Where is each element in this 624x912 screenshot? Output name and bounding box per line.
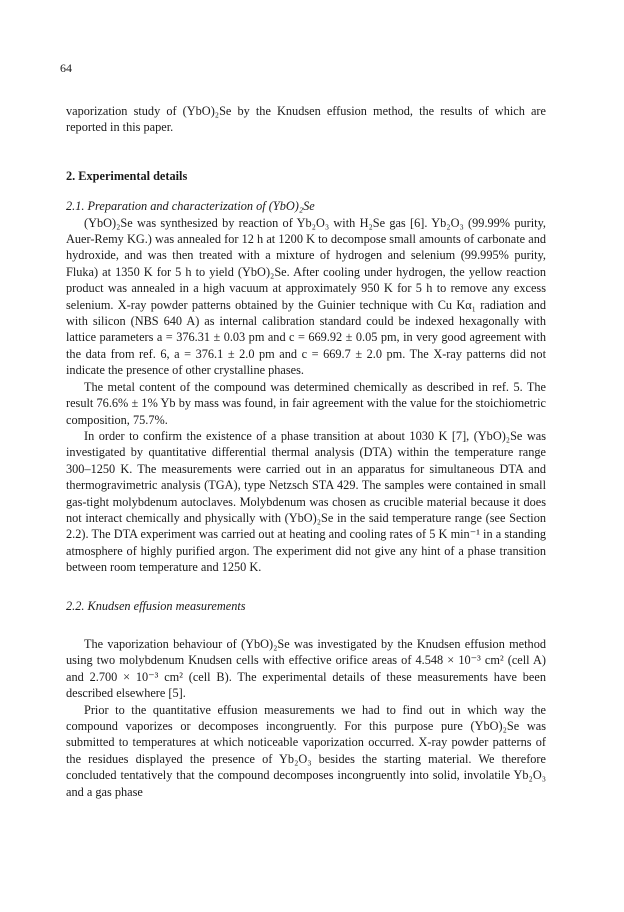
paragraph-dta: In order to confirm the existence of a phase transition at about 1030 K [7], (YbO)₂Se was investigated by quantitative differential thermal analysis (DTA) within the temperature range 300–1250 K. The measurements were carried out in an apparatus for simultaneous DTA and thermogravimetric analysis (TGA), type Netzsch STA 429. The samples were contained in small gas-tight molybdenum autoclaves. Molybdenum was chosen as crucible material because it does not interact chemically and physically with (YbO)₂Se in the said temperature range (see Section 2.2). The DTA experiment was carried out at heating and cooling rates of 5 K min⁻¹ in a standing atmosphere of highly purified argon. The experiment did not give any hint of a phase transition between room temperature and 1250 K.	[66, 428, 546, 575]
subsection-heading-preparation: 2.1. Preparation and characterization of (YbO)₂Se	[66, 199, 315, 214]
intro-paragraph: vaporization study of (YbO)₂Se by the Knudsen effusion method, the results of which are reported in this paper.	[66, 104, 546, 135]
paragraph-metal-content: The metal content of the compound was determined chemically as described in ref. 5. The result 76.6% ± 1% Yb by mass was found, in fair agreement with the value for the stoichiometric composition, 75.7%.	[66, 379, 546, 427]
page-number: 64	[60, 61, 72, 75]
subsection-heading-knudsen: 2.2. Knudsen effusion measurements	[66, 598, 246, 613]
paragraph-incongruent: Prior to the quantitative effusion measurements we had to find out in which way the compound vaporizes or decomposes incongruently. For this purpose pure (YbO)₂Se was submitted to temperatures at which noticeable vaporization occurred. X-ray powder patterns of the residues displayed the presence of Yb₂O₃ besides the starting material. We therefore concluded tentatively that the compound decomposes incongruently into solid, involatile Yb₂O₃ and a gas phase	[66, 702, 546, 799]
page-body	[66, 103, 546, 800]
section-heading-experimental: 2. Experimental details	[66, 168, 188, 183]
paragraph-vaporization: The vaporization behaviour of (YbO)₂Se was investigated by the Knudsen effusion method using two molybdenum Knudsen cells with effective orifice areas of 4.548 × 10⁻³ cm² (cell A) and 2.700 × 10⁻³ cm² (cell B). The experimental details of these measurements have been described elsewhere [5].	[66, 636, 546, 701]
paragraph-synthesis: (YbO)₂Se was synthesized by reaction of Yb₂O₃ with H₂Se gas [6]. Yb₂O₃ (99.99% purity, Auer-Remy KG.) was annealed for 12 h at 1200 K to decompose small amounts of carbonate and hydroxide, and was then treated with a mixture of hydrogen and selenium (99.995% purity, Fluka) at 1350 K for 5 h to yield (YbO)₂Se. After cooling under hydrogen, the yellow reaction product was annealed in a high vacuum at approximately 950 K for 5 h to remove any excess selenium. X-ray powder patterns obtained by the Guinier technique with Cu Kα₁ radiation and with silicon (NBS 640 A) as internal calibration standard could be indexed hexagonally with lattice parameters a = 376.31 ± 0.03 pm and c = 669.92 ± 0.05 pm, in very good agreement with the data from ref. 6, a = 376.1 ± 2.0 pm and c = 669.7 ± 2.0 pm. The X-ray patterns did not indicate the presence of other crystalline phases.	[66, 215, 546, 378]
